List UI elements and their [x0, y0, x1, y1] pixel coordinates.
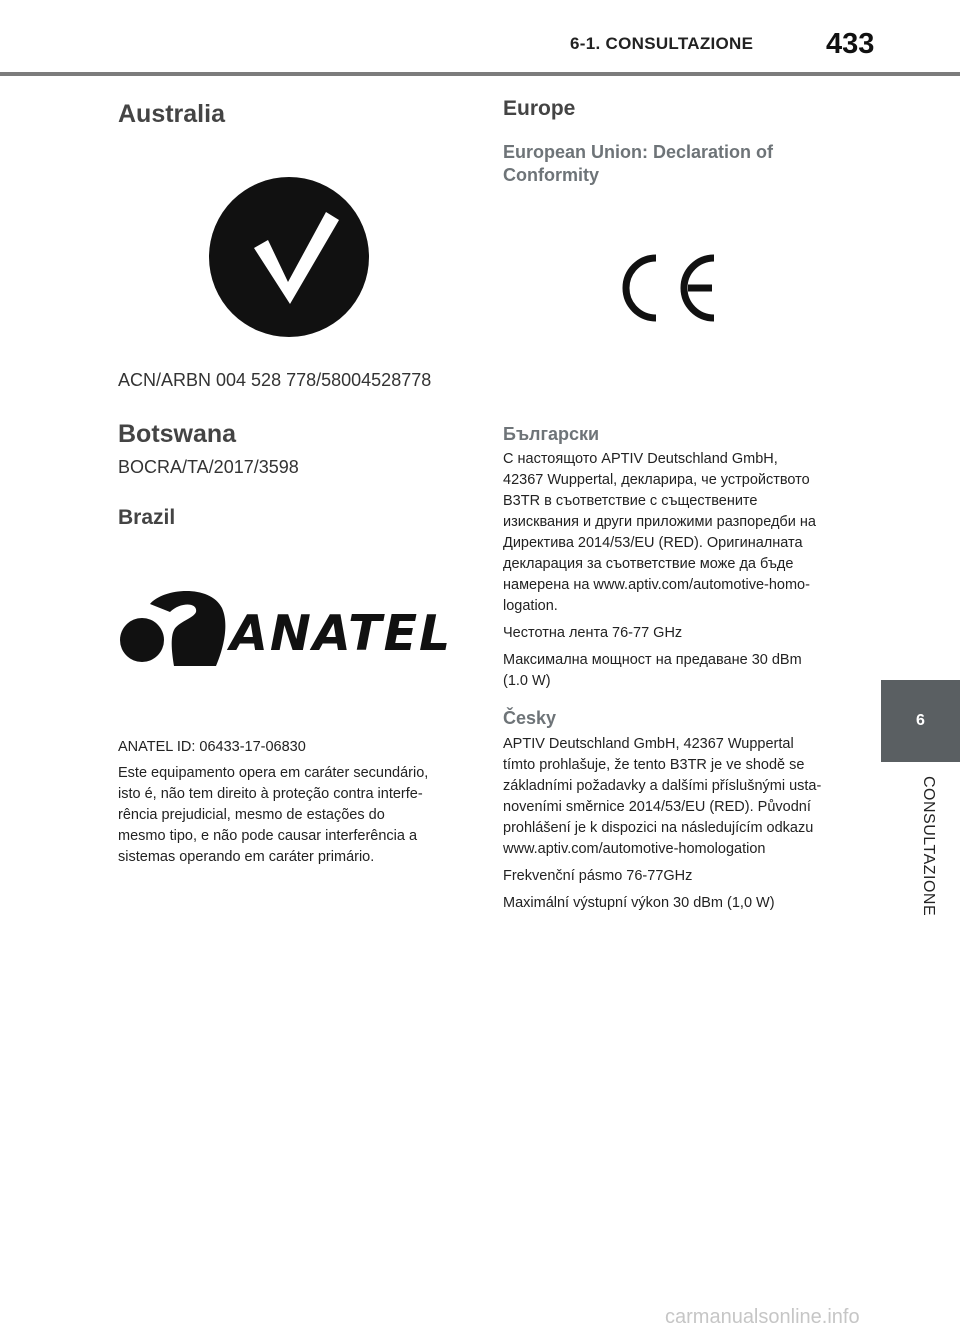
czech-text-line: tímto prohlašuje, že tento B3TR je ve shodě se: [503, 757, 805, 773]
bulgarian-text-line: 42367 Wuppertal, декларира, че устройството: [503, 472, 810, 488]
australia-heading: Australia: [118, 100, 225, 128]
eu-declaration-subheading: [503, 141, 773, 187]
bulgarian-text-line: декларация за съответствие може да бъде: [503, 556, 794, 572]
czech-text-line: noveními směrnice 2014/53/EU (RED). Původní: [503, 799, 811, 815]
eu-declaration-line: European Union: Declaration of: [503, 142, 774, 162]
czech-text-line: základními požadavky a dalšími příslušnými usta-: [503, 778, 822, 794]
czech-text-line: prohlášení je k dispozici na následujícím odkazu: [503, 820, 814, 836]
chapter-tab-label: CONSULTAZIONE: [920, 776, 937, 917]
czech-heading: Česky: [503, 708, 557, 728]
page-number: 433: [826, 28, 875, 60]
chapter-tab: [881, 680, 960, 762]
bulgarian-text-line: logation.: [503, 598, 558, 614]
brazil-heading: Brazil: [118, 506, 176, 529]
header-divider: [0, 72, 960, 76]
eu-declaration-line: Conformity: [503, 165, 599, 185]
bulgarian-power: [503, 650, 853, 692]
anatel-logo: [118, 580, 453, 672]
bulgarian-heading: Български: [503, 424, 600, 444]
bulgarian-power-line: (1.0 W): [503, 673, 551, 689]
brazil-text: [118, 737, 458, 868]
site-watermark: carmanualsonline.info: [665, 1306, 860, 1328]
brazil-text-line: isto é, não tem direito à proteção contra interfe-: [118, 786, 423, 802]
czech-power: Maximální výstupní výkon 30 dBm (1,0 W): [503, 895, 775, 911]
bulgarian-text-line: С настоящото APTIV Deutschland GmbH,: [503, 451, 778, 467]
europe-heading: Europe: [503, 97, 576, 120]
brazil-text-line: mesmo tipo, e não pode causar interferência a: [118, 828, 418, 844]
bulgarian-text-line: изисквания и други приложими разпоредби на: [503, 514, 816, 530]
chapter-number: 6: [916, 712, 925, 729]
czech-text: [503, 734, 853, 914]
section-title: 6-1. CONSULTAZIONE: [570, 34, 754, 53]
czech-frequency: Frekvenční pásmo 76-77GHz: [503, 868, 693, 884]
brazil-text-line: rência prejudicial, mesmo de estações do: [118, 807, 385, 823]
czech-text-line: APTIV Deutschland GmbH, 42367 Wuppertal: [503, 736, 794, 752]
ce-mark-icon: [620, 252, 720, 324]
bulgarian-frequency: Честотна лента 76-77 GHz: [503, 625, 683, 641]
botswana-code: BOCRA/TA/2017/3598: [118, 457, 299, 477]
botswana-heading: Botswana: [118, 420, 237, 448]
anatel-emblem-icon: [118, 582, 233, 668]
bulgarian-text-line: B3TR в съответствие с съществените: [503, 493, 758, 509]
rcm-checkmark-icon: [208, 176, 370, 338]
anatel-wordmark: ANATEL: [230, 605, 453, 662]
anatel-id-line: ANATEL ID: 06433-17-06830: [118, 739, 306, 755]
bulgarian-text: [503, 449, 853, 692]
bulgarian-text-line: намерена на www.aptiv.com/automotive-homo-: [503, 577, 810, 593]
bulgarian-text-line: Директива 2014/53/EU (RED). Оригиналната: [503, 535, 803, 551]
australia-code: ACN/ARBN 004 528 778/58004528778: [118, 370, 432, 390]
brazil-text-line: sistemas operando em caráter primário.: [118, 849, 375, 865]
czech-text-line: www.aptiv.com/automotive-homologation: [503, 841, 766, 857]
bulgarian-power-line: Максимална мощност на предаване 30 dBm: [503, 652, 802, 668]
brazil-text-line: Este equipamento opera em caráter secundário,: [118, 765, 429, 781]
